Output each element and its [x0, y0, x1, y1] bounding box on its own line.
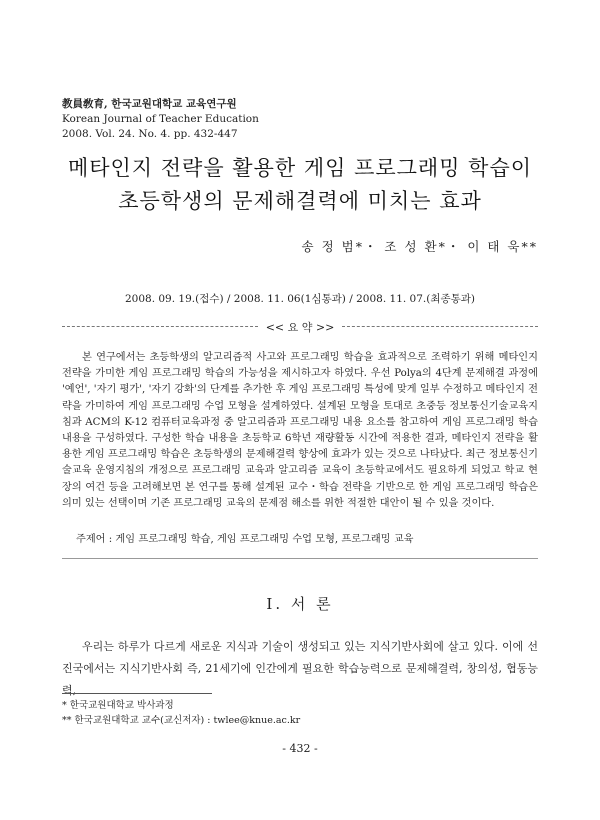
title-line-1: 메타인지 전략을 활용한 게임 프로그래밍 학습이 [67, 156, 533, 180]
journal-name-korean: 教員敎育, 한국교원대학교 교육연구원 [62, 98, 237, 110]
abstract-bottom-rule [62, 558, 538, 559]
journal-volume: 2008. Vol. 24. No. 4. pp. 432-447 [62, 128, 238, 140]
paper-title [40, 152, 560, 218]
journal-info [62, 97, 259, 142]
abstract-rule-right [342, 326, 538, 327]
authors: 송 정 범*・ 조 성 환*・ 이 태 욱** [301, 239, 538, 254]
submission-dates: 2008. 09. 19.(접수) / 2008. 11. 06(1심통과) / 2008. 11. 07.(최종통과) [124, 293, 476, 305]
footnote-2: ** 한국교원대학교 교수(교신저자) : twlee@knue.ac.kr [62, 714, 301, 726]
abstract-header [62, 319, 538, 333]
abstract-label: << 요 약 >> [265, 321, 335, 334]
keywords: 주제어 : 게임 프로그래밍 학습, 게임 프로그래밍 수업 모형, 프로그래밍 교육 [76, 534, 414, 545]
footnotes [62, 699, 300, 728]
title-line-2: 초등학생의 문제해결력에 미치는 효과 [118, 189, 482, 213]
footnote-rule [62, 693, 212, 694]
journal-name-english: Korean Journal of Teacher Education [62, 113, 259, 125]
page-number: - 432 - [282, 742, 318, 755]
footnote-1: * 한국교원대학교 박사과정 [62, 700, 174, 711]
section-heading: Ⅰ. 서 론 [266, 595, 334, 613]
body-paragraph: 우리는 하루가 다르게 새로운 지식과 기술이 생성되고 있는 지식기반사회에 살고 있다. 이에 선진국에서는 지식기반사회 즉, 21세기에 인간에게 필요한 학습능력으로 문제해결력, 창의성, 협동능력, [62, 640, 538, 697]
abstract-text: 본 연구에서는 초등학생의 알고리즘적 사고와 프로그래밍 학습을 효과적으로 조력하기 위해 메타인지 전략을 가미한 게임 프로그래밍 학습의 가능성을 제시하고자 하였다. 우선 Polya의 4단계 문제해결 과정에 '예언', '자기 평가', '자기 강화'의 단계를 추가한 후 게임 프로그래밍 특성에 맞게 일부 수정하고 메타인지 전략을 가미하여 게임 프로그래밍 수업 모형을 설계하였다. 설계된 모형을 토대로 초중등 정보통신기술교육지침과 ACM의 K-12 컴퓨터교육과정 중 알고리즘과 프로그래밍 내용 요소를 참고하여 게임 프로그래밍 학습 내용을 구성하였다. 구성한 학습 내용을 초등학교 6학년 재량활동 시간에 적용한 결과, 메타인지 전략을 활용한 게임 프로그래밍 학습은 초등학생의 문제해결력 향상에 효과가 있는 것으로 나타났다. 최근 정보통신기술교육 운영지침의 개정으로 프로그래밍 교육과 알고리즘 교육이 초등학교에서도 필요하게 되었고 학교 현장의 여건 등을 고려해보면 본 연구를 통해 설계된 교수・학습 전략을 기반으로 한 게임 프로그래밍 학습은 의미 있는 선택이며 기존 프로그래밍 교육의 문제점 해소를 위한 적절한 대안이 될 수 있을 것이다. [62, 352, 538, 509]
